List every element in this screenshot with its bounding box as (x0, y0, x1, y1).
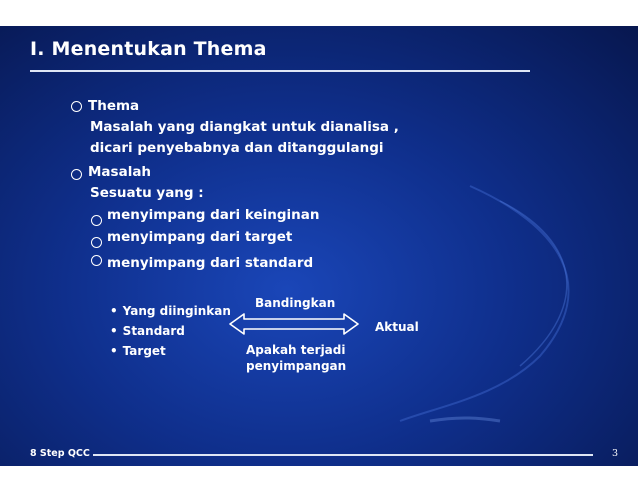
hollow-circle-bullet-icon (91, 215, 102, 226)
compare-item-3: • Target (110, 344, 166, 358)
compare-item-2: • Standard (110, 324, 185, 338)
double-arrow-icon (228, 312, 360, 336)
bullet-dot-icon: • (110, 344, 118, 358)
slide-title: I. Menentukan Thema (30, 38, 267, 60)
bullet-dot-icon: • (110, 304, 118, 318)
sub-item-3: menyimpang dari standard (107, 255, 314, 271)
arrow-bottom-label-line-2: penyimpangan (246, 359, 347, 373)
thema-label: Thema (88, 98, 140, 114)
compare-item-1: • Yang diinginkan (110, 304, 231, 318)
thema-description-line-1: Masalah yang diangkat untuk dianalisa , (90, 119, 399, 135)
slide (0, 26, 638, 466)
masalah-description: Sesuatu yang : (90, 185, 204, 201)
bullet-dot-icon: • (110, 324, 118, 338)
masalah-label: Masalah (88, 164, 152, 180)
thema-description-line-2: dicari penyebabnya dan ditanggulangi (90, 140, 384, 156)
title-underline (30, 70, 530, 72)
footer-rule (93, 454, 593, 456)
hollow-circle-bullet-icon (91, 255, 102, 266)
hollow-circle-bullet-icon (71, 169, 82, 180)
page-number: 3 (612, 448, 619, 459)
hollow-circle-bullet-icon (71, 101, 82, 112)
arrow-right-label: Aktual (375, 320, 419, 334)
arrow-top-label: Bandingkan (255, 296, 336, 310)
arrow-bottom-label-line-1: Apakah terjadi (246, 343, 346, 357)
sub-item-1: menyimpang dari keinginan (107, 207, 320, 223)
sub-item-2: menyimpang dari target (107, 229, 293, 245)
hollow-circle-bullet-icon (91, 237, 102, 248)
footer-label: 8 Step QCC (30, 448, 90, 459)
